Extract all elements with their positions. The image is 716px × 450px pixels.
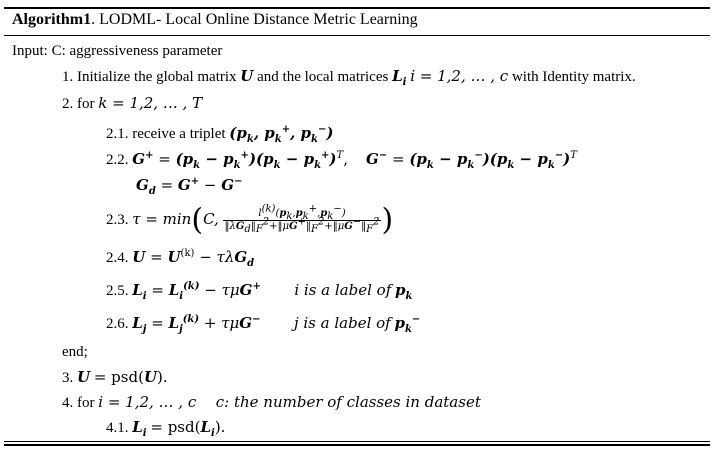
step-2-3: 2.3. τ = min(C, $\frac{l^{(k)}(p_k,p_k^+,p_k^-)}{‖\lambda G_d‖_F^2+‖\mu G^+‖_F^2+‖\mu G^-‖_F^2}$ ) bbox=[106, 202, 394, 238]
step-1: 1. Initialize the global matrix U and the local matrices $L_i$ i = 1,2, … , c with Identity matrix. bbox=[62, 67, 636, 88]
algorithm-label: Algorithm1 bbox=[12, 11, 92, 28]
top-rule bbox=[4, 7, 710, 9]
bottom-rule-thick bbox=[4, 444, 710, 446]
step-2-4: 2.4. $U = U^{(k)} - \tau\lambda G_d$ bbox=[106, 248, 255, 269]
step-2-2-gd: $G_d = G^+ - G^-$ bbox=[136, 176, 243, 197]
algorithm-caption bbox=[12, 11, 418, 29]
step-2-5: 2.5. $L_i = L_i^{(k)} - \tau\mu G^+$ i is a label of $p_k$ bbox=[106, 281, 413, 302]
tau-fraction: $\frac{l^{(k)}(p_k,p_k^+,p_k^-)}{‖\lambda G_d‖_F^2+‖\mu G^+‖_F^2+‖\mu G^-‖_F^2}$ bbox=[224, 203, 380, 235]
step-4-1: 4.1. $L_i = psd(L_i)$. bbox=[106, 418, 226, 439]
input-line: Input: C: aggressiveness parameter bbox=[12, 43, 223, 59]
step-2-2: 2.2. $G^+ = (p_k - p_k^+)(p_k - p_k^+)^T$, $G^- = (p_k - p_k^-)(p_k - p_k^-)^T$ bbox=[106, 150, 577, 171]
step-2: 2. for k = 1,2, … , T bbox=[62, 94, 203, 112]
bottom-rule-thin bbox=[4, 441, 710, 442]
caption-rule bbox=[4, 35, 710, 36]
step-2-1: 2.1. receive a triplet ($p_k$, $p_k^+$, $p_k^-$) bbox=[106, 124, 334, 145]
step-2-6: 2.6. $L_j = L_j^{(k)} + \tau\mu G^-$ j is a label of $p_k^-$ bbox=[106, 314, 421, 335]
step-4: 4. for i = 1,2, … , c c: the number of classes in dataset bbox=[62, 393, 481, 411]
algorithm-title: . LODML- Local Online Distance Metric Learning bbox=[91, 11, 418, 28]
end-line: end; bbox=[62, 344, 88, 360]
step-3: 3. U = psd(U). bbox=[62, 368, 168, 386]
